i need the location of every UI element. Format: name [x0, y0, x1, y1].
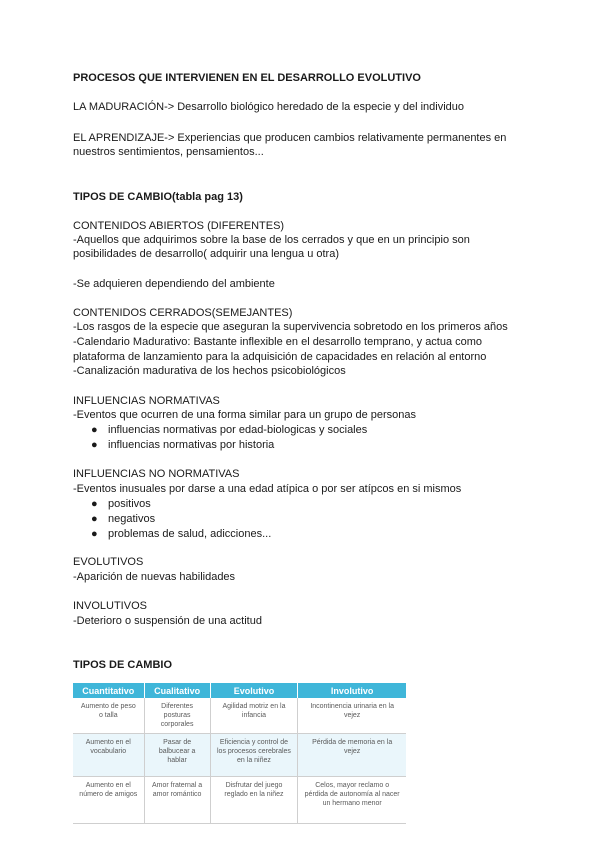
tipos-de-cambio-heading-2: TIPOS DE CAMBIO [73, 659, 173, 671]
cerrados-line: plataforma de lanzamiento para la adquisición de capacidades en relación al entorno [73, 351, 487, 363]
no-normativas-bullet: negativos [108, 513, 156, 525]
table-cell: Disfrutar del juego reglado en la niñez [210, 777, 298, 824]
bullet-icon: ● [91, 498, 98, 510]
abiertos-heading: CONTENIDOS ABIERTOS (DIFERENTES) [73, 220, 285, 232]
table-header-cell: Evolutivo [210, 683, 298, 698]
table-cell: Aumento en el vocabulario [73, 734, 144, 777]
table-cell: Eficiencia y control de los procesos cerebrales en la niñez [210, 734, 298, 777]
bullet-icon: ● [91, 528, 98, 540]
no-normativas-heading: INFLUENCIAS NO NORMATIVAS [73, 468, 240, 480]
abiertos-line: -Aquellos que adquirimos sobre la base de los cerrados y que en un principio son [73, 234, 470, 246]
no-normativas-line: -Eventos inusuales por darse a una edad atípica o por ser atípcos en si mismos [73, 483, 462, 495]
table-cell: Diferentes posturas corporales [144, 698, 210, 734]
table-cell: Pérdida de memoria en la vejez [298, 734, 406, 777]
table-row [73, 777, 406, 824]
aprendizaje-definition-line: EL APRENDIZAJE-> Experiencias que producen cambios relativamente permanentes en [73, 132, 507, 144]
evolutivos-line: -Aparición de nuevas habilidades [73, 571, 236, 583]
maduracion-definition: LA MADURACIÓN-> Desarrollo biológico heredado de la especie y del individuo [73, 101, 465, 113]
evolutivos-heading: EVOLUTIVOS [73, 556, 144, 568]
document-title: PROCESOS QUE INTERVIENEN EN EL DESARROLLO EVOLUTIVO [73, 72, 421, 84]
tipos-de-cambio-table [73, 683, 406, 824]
involutivos-line: -Deterioro o suspensión de una actitud [73, 615, 262, 627]
normativas-line: -Eventos que ocurren de una forma similar para un grupo de personas [73, 409, 417, 421]
table-cell: Amor fraternal a amor romántico [144, 777, 210, 824]
table-row [73, 698, 406, 734]
table-header-cell: Cualitativo [144, 683, 210, 698]
table-cell: Agilidad motriz en la infancia [210, 698, 298, 734]
bullet-icon: ● [91, 439, 98, 451]
table-cell: Aumento de peso o talla [73, 698, 144, 734]
bullet-icon: ● [91, 424, 98, 436]
table-cell: Incontinencia urinaria en la vejez [298, 698, 406, 734]
cerrados-line: -Canalización madurativa de los hechos psicobiológicos [73, 365, 346, 377]
table-header-cell: Involutivo [298, 683, 406, 698]
cerrados-line: -Calendario Madurativo: Bastante inflexible en el desarrollo temprano, y actua como [73, 336, 483, 348]
aprendizaje-definition-line: nuestros sentimientos, pensamientos... [73, 146, 264, 158]
table-header-cell: Cuantitativo [73, 683, 144, 698]
abiertos-line: posibilidades de desarrollo( adquirir una lengua u otra) [73, 248, 339, 260]
table-cell: Celos, mayor reclamo o pérdida de autonomía al nacer un hermano menor [298, 777, 406, 824]
abiertos-extra: -Se adquieren dependiendo del ambiente [73, 278, 275, 290]
tipos-de-cambio-heading: TIPOS DE CAMBIO(tabla pag 13) [73, 191, 243, 203]
normativas-bullet: influencias normativas por historia [108, 439, 275, 451]
involutivos-heading: INVOLUTIVOS [73, 600, 147, 612]
cerrados-heading: CONTENIDOS CERRADOS(SEMEJANTES) [73, 307, 293, 319]
table-cell: Aumento en el número de amigos [73, 777, 144, 824]
no-normativas-bullet: problemas de salud, adicciones... [108, 528, 272, 540]
table-header-row [73, 683, 406, 698]
normativas-bullet: influencias normativas por edad-biologicas y sociales [108, 424, 368, 436]
no-normativas-bullet: positivos [108, 498, 151, 510]
table-cell: Pasar de balbucear a hablar [144, 734, 210, 777]
table-row [73, 734, 406, 777]
cerrados-line: -Los rasgos de la especie que aseguran la supervivencia sobretodo en los primeros años [73, 321, 508, 333]
bullet-icon: ● [91, 513, 98, 525]
normativas-heading: INFLUENCIAS NORMATIVAS [73, 395, 220, 407]
